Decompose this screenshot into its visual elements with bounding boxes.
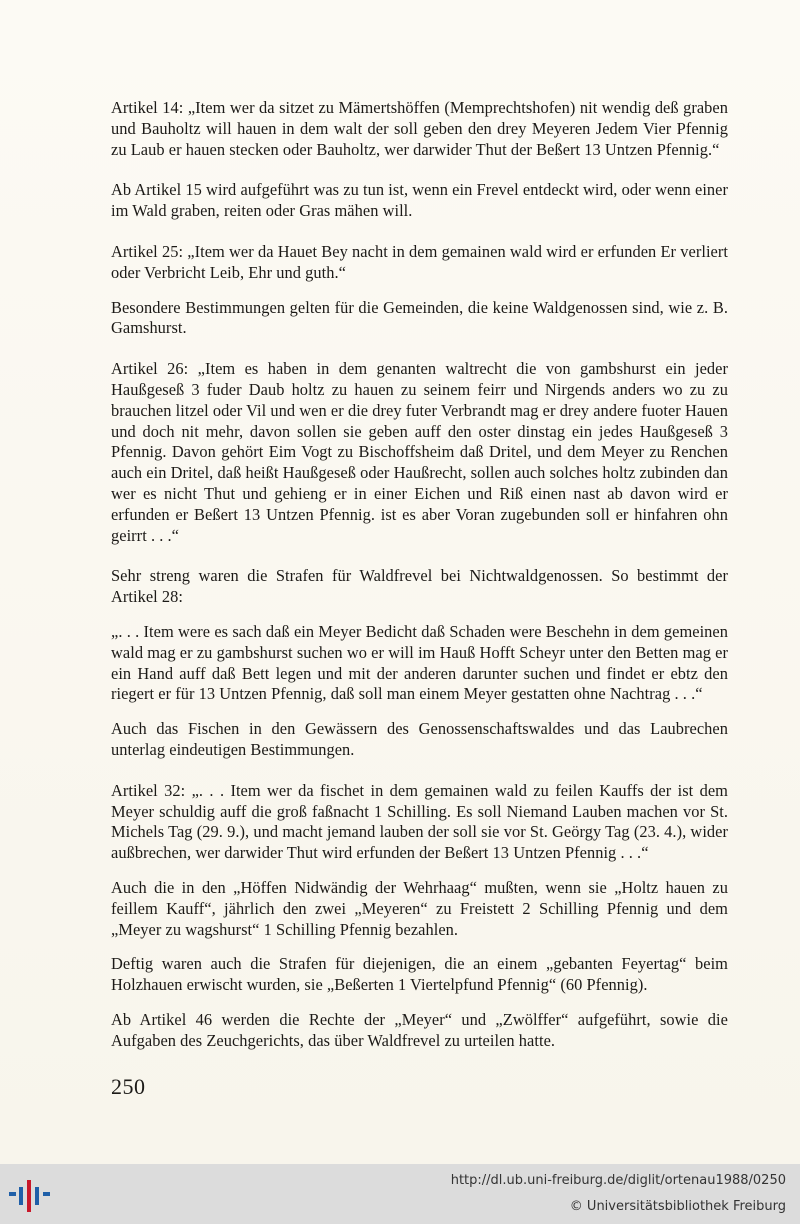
paragraph-artikel-28-intro: Sehr streng waren die Strafen für Waldfrevel bei Nichtwaldgenossen. So bestimmt der Artikel 28: [111, 566, 728, 607]
paragraph-feyertag: Deftig waren auch die Strafen für diejenigen, die an einem „gebanten Feyertag“ beim Holzhauen erwischt wurden, sie „Beßerten 1 Viertelpfund Pfennig“ (60 Pfennig). [111, 954, 728, 995]
paragraph-artikel-32: Artikel 32: „. . . Item wer da fischet in dem gemainen wald zu feilen Kauffs der ist dem Meyer schuldig auff die groß faßnacht 1 Schilling. Es soll Niemand Lauben machen vor St. Michels Tag (29. 9.), und macht jemand lauben der soll sie vor St. Geörgy Tag (23. 4.), wider außbrechen, wer darwider Thut wird erfunden der Beßert 13 Untzen Pfennig . . .“ [111, 780, 728, 863]
paragraph-gamshurst: Besondere Bestimmungen gelten für die Gemeinden, die keine Waldgenossen sind, wie z. B. Gamshurst. [111, 297, 728, 338]
paragraph-artikel-26: Artikel 26: „Item es haben in dem genanten waltrecht die von gambshurst ein jeder Haußgeseß 3 fuder Daub holtz zu hauen zu seinem feirr und Nirgends anders wo zu zu brauchen litzel oder Vil und wen er die drey futer Verbrandt mag er drey andere fuoter Hauen und doch nit mehr, davon sollen sie geben auff den oster dinstag ein jedes Haußgeseß 3 Pfennig. Davon gehört Eim Vogt zu Bischoffsheim daß Dritel, und dem Meyer zu Renchen auch ein Dritel, daß heißt Haußgeseß oder Haußrecht, sollen auch solches holtz zubinden dan wer es nicht Thut und gehieng er in einer Eichen und Riß einen nast ab davon wird er erfunden er Beßert 13 Untzen Pfennig. ist es aber Voran zugebunden soll er hinfahren ohn geirrt . . .“ [111, 359, 728, 545]
paragraph-artikel-46: Ab Artikel 46 werden die Rechte der „Meyer“ und „Zwölffer“ aufgeführt, sowie die Aufgaben des Zeuchgerichts, das über Waldfrevel zu urteilen hatte. [111, 1009, 728, 1050]
text-column [111, 98, 728, 1071]
footer-bar [0, 1164, 800, 1224]
source-url-link[interactable]: http://dl.ub.uni-freiburg.de/diglit/ortenau1988/0250 [450, 1173, 786, 1188]
paragraph-artikel-15: Ab Artikel 15 wird aufgeführt was zu tun ist, wenn ein Frevel entdeckt wird, oder wenn einer im Wald graben, reiten oder Gras mähen will. [111, 180, 728, 221]
paragraph-artikel-14: Artikel 14: „Item wer da sitzet zu Mämertshöffen (Memprechtshofen) nit wendig deß graben und Bauholtz will hauen in dem walt der soll geben den drey Meyeren Jedem Vier Pfennig zu Laub er hauen stecken oder Bauholtz, wer darwider Thut der Beßert 13 Untzen Pfennig.“ [111, 98, 728, 159]
ub-freiburg-logo-icon [9, 1180, 53, 1212]
copyright-notice: © Universitätsbibliothek Freiburg [569, 1199, 786, 1214]
paragraph-artikel-28-quote: „. . . Item were es sach daß ein Meyer Bedicht daß Schaden were Beschehn in dem gemeinen wald mag er zu gambshurst suchen wo er will im Hauß Hofft Scheyr unter den Betten mag er ein Hand auff daß Bett legen und mit der anderen darunter suchen und findet er ebtz den riegert er für 13 Untzen Pfennig, daß soll man einem Meyer gestatten ohne Nachtrag . . .“ [111, 621, 728, 704]
paragraph-artikel-25: Artikel 25: „Item wer da Hauet Bey nacht in dem gemainen wald wird er erfunden Er verliert oder Verbricht Leib, Ehr und guth.“ [111, 241, 728, 282]
paragraph-wehrhaag: Auch die in den „Höffen Nidwändig der Wehrhaag“ mußten, wenn sie „Holtz hauen zu feillem Kauff“, jährlich den zwei „Meyeren“ zu Freistett 2 Schilling Pfennig und dem „Meyer zu wagshurst“ 1 Schilling Pfennig bezahlen. [111, 877, 728, 939]
paragraph-fischen: Auch das Fischen in den Gewässern des Genossenschaftswaldes und das Laubrechen unterlag eindeutigen Bestimmungen. [111, 719, 728, 759]
page-number: 250 [111, 1074, 146, 1099]
